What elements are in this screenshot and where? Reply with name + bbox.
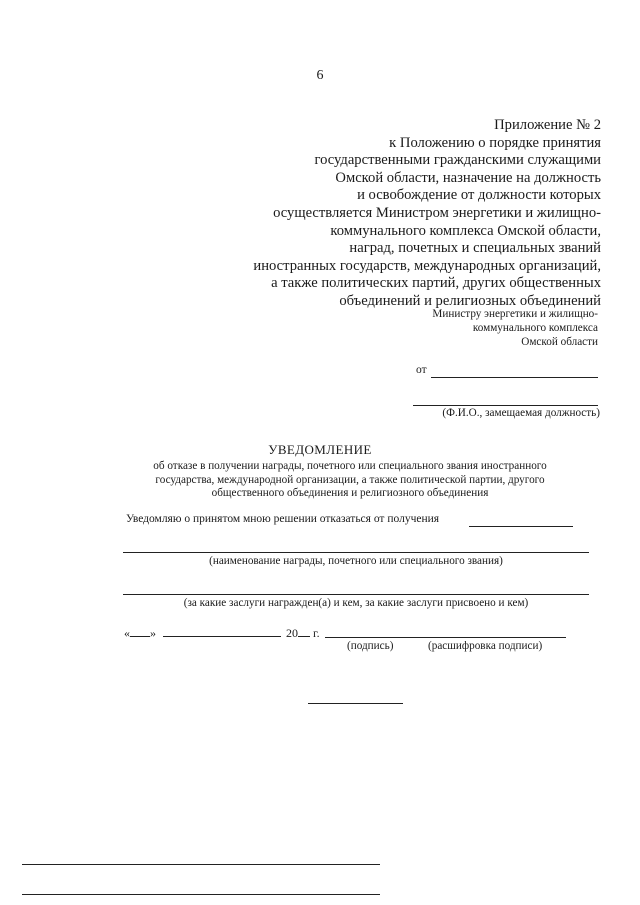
year-suffix: г.: [313, 626, 320, 640]
date-row: [124, 624, 320, 641]
appendix-line: коммунального комплекса Омской области,: [330, 222, 601, 239]
fio-fill-line[interactable]: [413, 405, 598, 406]
award-fill-line[interactable]: [123, 552, 589, 553]
appendix-line: Омской области, назначение на должность: [335, 169, 601, 186]
month-fill-line[interactable]: [163, 624, 281, 637]
appendix-header: [241, 117, 601, 311]
year-fill-line[interactable]: [298, 624, 310, 637]
appendix-line: Приложение № 2: [494, 117, 601, 133]
recipient-line: Министру энергетики и жилищно-: [432, 308, 598, 320]
signature-fill-line[interactable]: [325, 637, 566, 638]
subtitle-line: общественного объединения и религиозного объединения: [211, 487, 489, 499]
from-fill-line[interactable]: [431, 377, 598, 378]
recipient-block: [338, 307, 598, 350]
page-number: 6: [316, 68, 324, 83]
recipient-line: Омской области: [521, 336, 598, 349]
appendix-line: наград, почетных и специальных званий: [349, 240, 601, 257]
sign-caption: (подпись): [347, 640, 394, 652]
merits-fill-line[interactable]: [123, 594, 589, 595]
footer-divider: [22, 894, 380, 895]
appendix-line: и освобождение от должности которых: [357, 187, 601, 204]
notice-title: УВЕДОМЛЕНИЕ: [268, 442, 372, 457]
from-label: от: [416, 364, 427, 376]
end-divider: [308, 703, 403, 704]
appendix-line: государственными гражданскими служащими: [314, 152, 601, 169]
quote-open: «: [124, 626, 130, 640]
year-prefix: 20: [286, 626, 298, 640]
appendix-line: иностранных государств, международных организаций,: [253, 257, 601, 274]
footer-divider: [22, 864, 380, 865]
decode-caption: (расшифровка подписи): [428, 640, 543, 652]
notice-subtitle: [110, 460, 590, 501]
merits-caption: (за какие заслуги награжден(а) и кем, за какие заслуги присвоено и кем): [183, 597, 529, 609]
appendix-line: к Положению о порядке принятия: [389, 134, 601, 151]
fio-caption: (Ф.И.О., замещаемая должность): [442, 407, 600, 419]
appendix-line: а также политических партий, других общественных: [271, 275, 601, 292]
statement-fill-line[interactable]: [469, 526, 573, 527]
day-fill-line[interactable]: [130, 624, 150, 637]
quote-close: »: [150, 626, 156, 640]
recipient-line: коммунального комплекса: [472, 322, 598, 335]
notice-statement: Уведомляю о принятом мною решении отказаться от получения: [126, 513, 440, 525]
appendix-line: объединений и религиозных объединений: [339, 292, 601, 309]
subtitle-line: государства, международной организации, а также политической партии, другого: [155, 473, 545, 486]
subtitle-line: об отказе в получении награды, почетного или специального звания иностранного: [153, 460, 547, 472]
award-caption: (наименование награды, почетного или специального звания): [209, 555, 503, 567]
appendix-line: осуществляется Министром энергетики и жилищно-: [273, 204, 601, 221]
